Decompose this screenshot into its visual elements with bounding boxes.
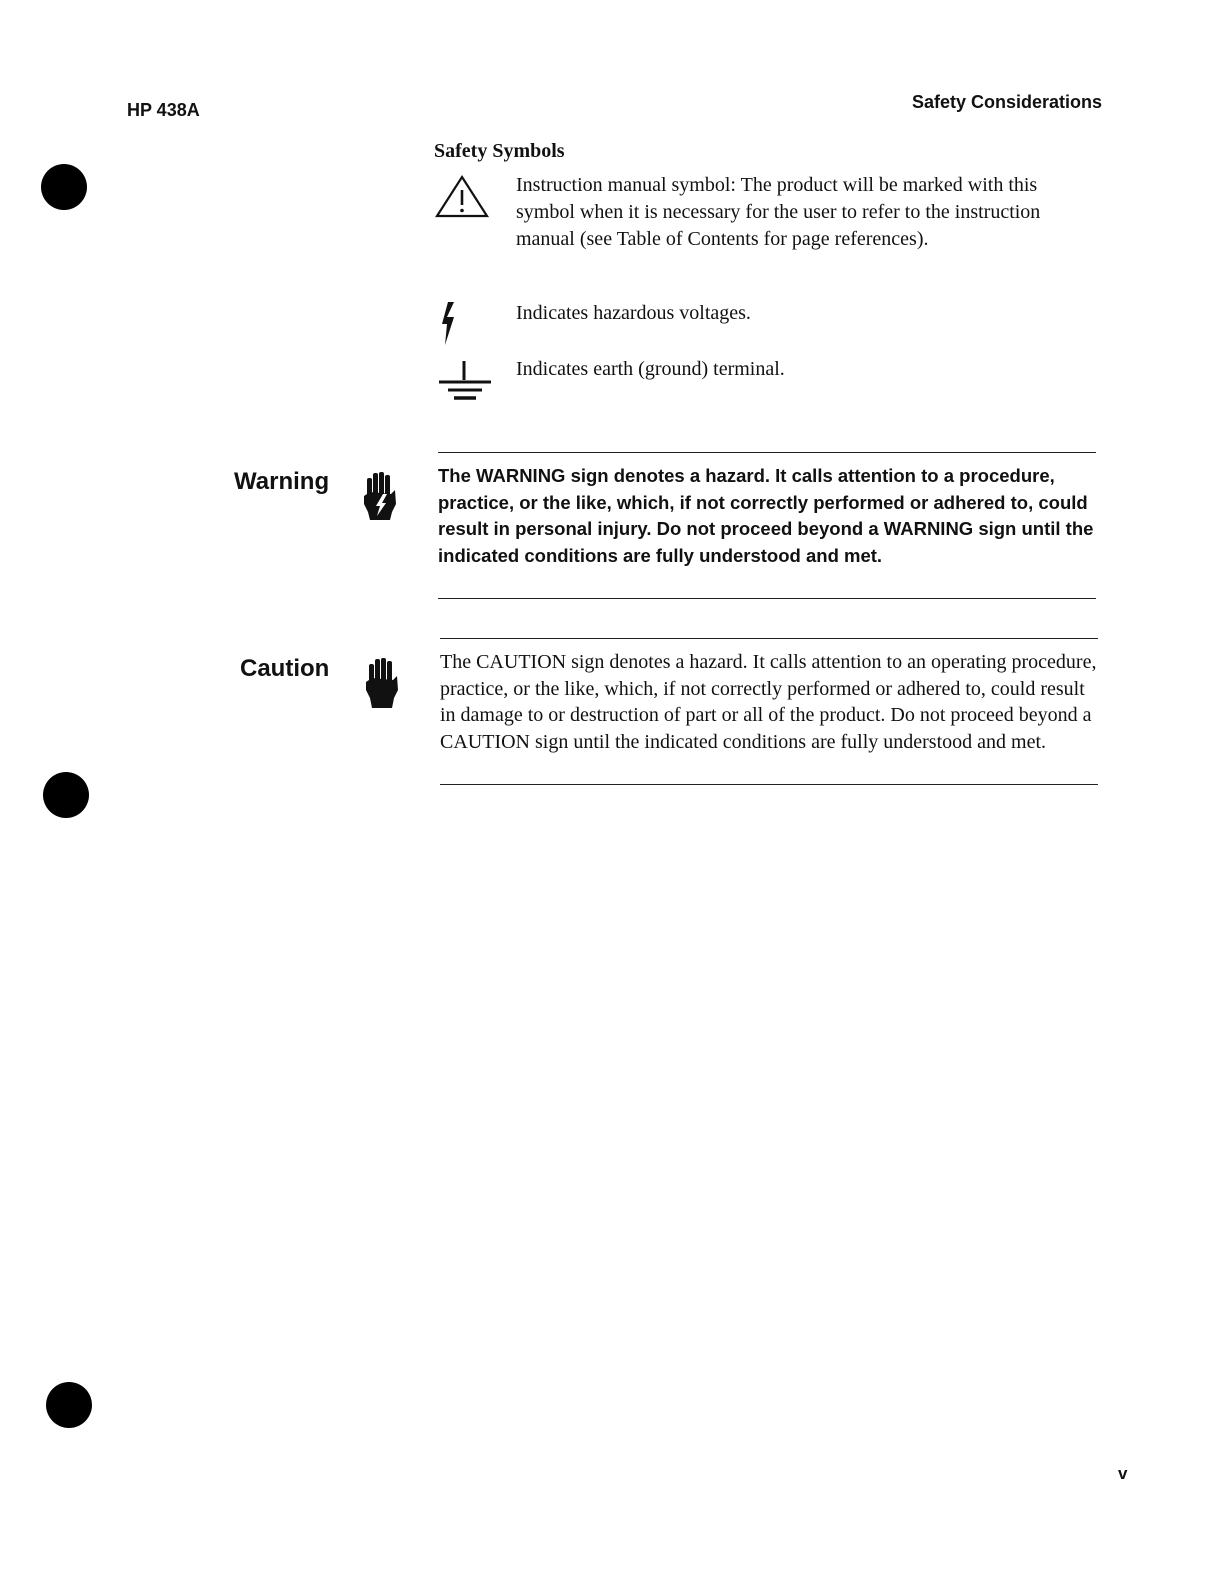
warning-text: The WARNING sign denotes a hazard. It calls attention to a procedure, practice, or the like, which, if not correctly performed or adhered to, could result in personal injury. Do not proceed beyond a WARNING sign until the indicated conditions are fully understood and met. xyxy=(438,465,1094,566)
punch-hole-middle xyxy=(43,772,89,818)
symbol-text-voltage: Indicates hazardous voltages. xyxy=(516,302,751,324)
hand-stop-icon xyxy=(364,658,400,712)
header-model: HP 438A xyxy=(127,100,200,120)
lightning-bolt-icon xyxy=(434,300,494,350)
punch-hole-bottom xyxy=(46,1382,92,1428)
ground-symbol-icon xyxy=(434,356,494,406)
header-section: Safety Considerations xyxy=(912,92,1103,112)
warning-triangle-icon xyxy=(434,172,494,222)
caution-rule-bottom xyxy=(440,784,1098,785)
warning-rule-top xyxy=(438,452,1096,453)
warning-label: Warning xyxy=(234,468,330,495)
symbol-text-ground: Indicates earth (ground) terminal. xyxy=(516,358,785,380)
warning-rule-bottom xyxy=(438,598,1096,599)
caution-label: Caution xyxy=(240,655,330,682)
punch-hole-top xyxy=(41,164,87,210)
caution-text: The CAUTION sign denotes a hazard. It calls attention to an operating procedure, practice, or the like, which, if not correctly performed or adhered to, could result in damage to or destruction of part or all of the product. Do not proceed beyond a CAUTION sign until the indicated conditions are fully understood and met. xyxy=(440,651,1097,753)
symbol-text-instruction: Instruction manual symbol: The product will be marked with this symbol when it is necessary for the user to refer to the instruction manual (see Table of Contents for page references). xyxy=(516,174,1041,250)
hand-lightning-icon xyxy=(362,472,398,526)
page-number: v xyxy=(1118,1464,1128,1483)
caution-rule-top xyxy=(440,638,1098,639)
section-title: Safety Symbols xyxy=(434,140,565,162)
